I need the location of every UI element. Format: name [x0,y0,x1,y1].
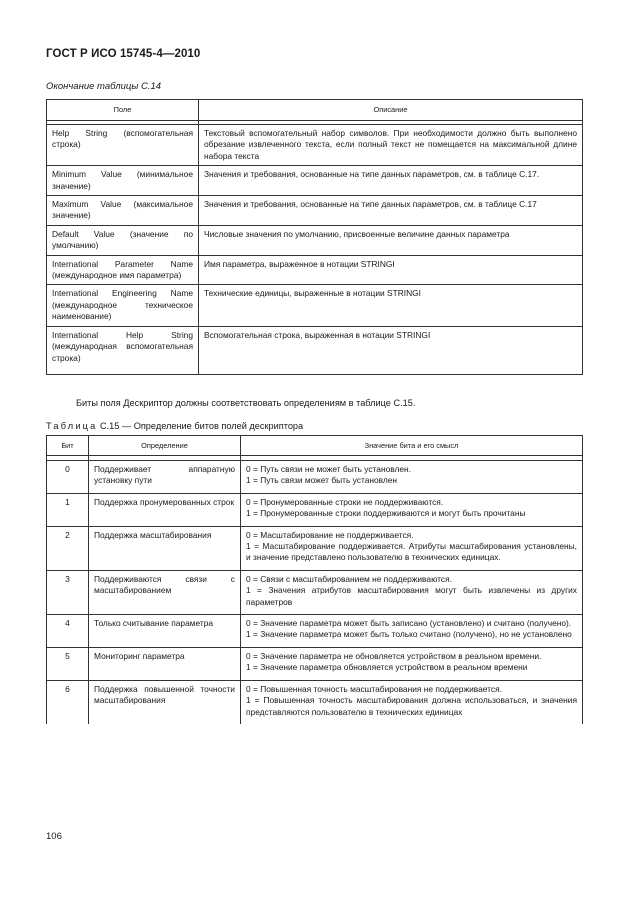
table-row [47,225,583,255]
intro-paragraph: Биты поля Дескриптор должны соответствовать определениям в таблице С.15. [76,398,416,408]
field-cell: International Engineering Name (международное техническое наименование) [47,285,199,326]
page-number: 106 [46,831,62,842]
field-cell: International Parameter Name (международное имя параметра) [47,255,199,285]
meaning-line: 1 = Значение параметра может быть только считано (получено), но не установлено [246,629,572,640]
meaning-cell [241,461,583,494]
meaning-cell [241,680,583,724]
meaning-cell [241,493,583,526]
bit-cell: 6 [47,680,89,724]
table-row [47,570,583,614]
table-row [47,255,583,285]
table-row [47,615,583,648]
description-cell: Значения и требования, основанные на типе данных параметров, см. в таблице С.17. [199,166,583,196]
description-cell: Значения и требования, основанные на типе данных параметров, см. в таблице С.17 [199,196,583,226]
definition-cell: Мониторинг параметра [89,647,241,680]
table-c15-caption [46,421,303,431]
table-row [47,196,583,226]
meaning-line: 1 = Значение параметра обновляется устройством в реальном времени [246,662,528,673]
bit-cell: 5 [47,647,89,680]
table-row [47,166,583,196]
bit-cell: 3 [47,570,89,614]
meaning-line: 1 = Значения атрибутов масштабирования могут быть извлечены из других параметров [246,585,577,607]
document-header: ГОСТ Р ИСО 15745-4—2010 [46,48,201,60]
definition-cell: Поддерживаются связи с масштабированием [89,570,241,614]
table-row [47,493,583,526]
table-header-row [47,436,583,456]
definition-cell: Поддержка масштабирования [89,526,241,570]
table-continuation-caption: Окончание таблицы С.14 [46,81,162,92]
table-row [47,125,583,166]
bit-cell: 1 [47,493,89,526]
definition-cell: Только считывание параметра [89,615,241,648]
meaning-cell [241,647,583,680]
description-cell: Имя параметра, выраженное в нотации STRINGI [199,255,583,285]
table-c15 [46,435,583,724]
bit-cell: 2 [47,526,89,570]
table-row [47,647,583,680]
definition-cell: Поддержка пронумерованных строк [89,493,241,526]
meaning-line: 0 = Путь связи не может быть установлен. [246,464,411,474]
bit-cell: 4 [47,615,89,648]
meaning-line: 1 = Повышенная точность масштабирования должна использоваться, и значения представляются пользователю в технических единицах [246,695,577,717]
field-cell: Maximum Value (максимальное значение) [47,196,199,226]
meaning-line: 1 = Пронумерованные строки поддерживаются и могут быть прочитаны [246,508,526,519]
table-header-row [47,100,583,121]
meaning-line: 0 = Пронумерованные строки не поддерживаются. [246,496,444,507]
column-header-bit: Бит [47,436,89,456]
table-c14 [46,99,583,375]
table-row [47,461,583,494]
column-header-meaning: Значение бита и его смысл [241,436,583,456]
meaning-line: 0 = Повышенная точность масштабирования не поддерживается. [246,683,502,694]
description-cell: Технические единицы, выраженные в нотации STRINGI [199,285,583,326]
meaning-cell [241,526,583,570]
table-row [47,285,583,326]
description-cell: Текстовый вспомогательный набор символов. При необходимости должно быть выполнено обрезание извлеченного текста, если полный текст не помещается на максимальной длине набора текста [199,125,583,166]
meaning-cell [241,570,583,614]
table-caption-title: С.15 — Определение битов полей дескриптора [97,421,304,431]
meaning-line: 0 = Значение параметра не обновляется устройством в реальном времени. [246,650,542,661]
definition-cell: Поддерживает аппаратную установку пути [89,461,241,494]
column-header-definition: Определение [89,436,241,456]
field-cell: International Help String (международная вспомогательная строка) [47,326,199,374]
bit-cell: 0 [47,461,89,494]
description-cell: Вспомогательная строка, выраженная в нотации STRINGI [199,326,583,374]
column-header-description: Описание [199,100,583,121]
field-cell: Minimum Value (минимальное значение) [47,166,199,196]
column-header-field: Поле [47,100,199,121]
definition-cell: Поддержка повышенной точности масштабирования [89,680,241,724]
meaning-line: 0 = Связи с масштабированием не поддерживаются. [246,573,452,584]
table-row [47,526,583,570]
meaning-line: 1 = Масштабирование поддерживается. Атрибуты масштабирования установлены, и значение представлено пользователю в технических единицах. [246,541,577,563]
meaning-cell [241,615,583,648]
table-row [47,680,583,724]
description-cell: Числовые значения по умолчанию, присвоенные величине данных параметра [199,225,583,255]
table-row [47,326,583,374]
meaning-line: 0 = Масштабирование не поддерживается. [246,529,414,540]
field-cell: Default Value (значение по умолчанию) [47,225,199,255]
field-cell: Help String (вспомогательная строка) [47,125,199,166]
meaning-line: 0 = Значение параметра может быть записано (установлено) и считано (получено). [246,618,572,629]
table-caption-label: Таблица [46,421,98,431]
meaning-line: 1 = Путь связи может быть установлен [246,475,398,486]
